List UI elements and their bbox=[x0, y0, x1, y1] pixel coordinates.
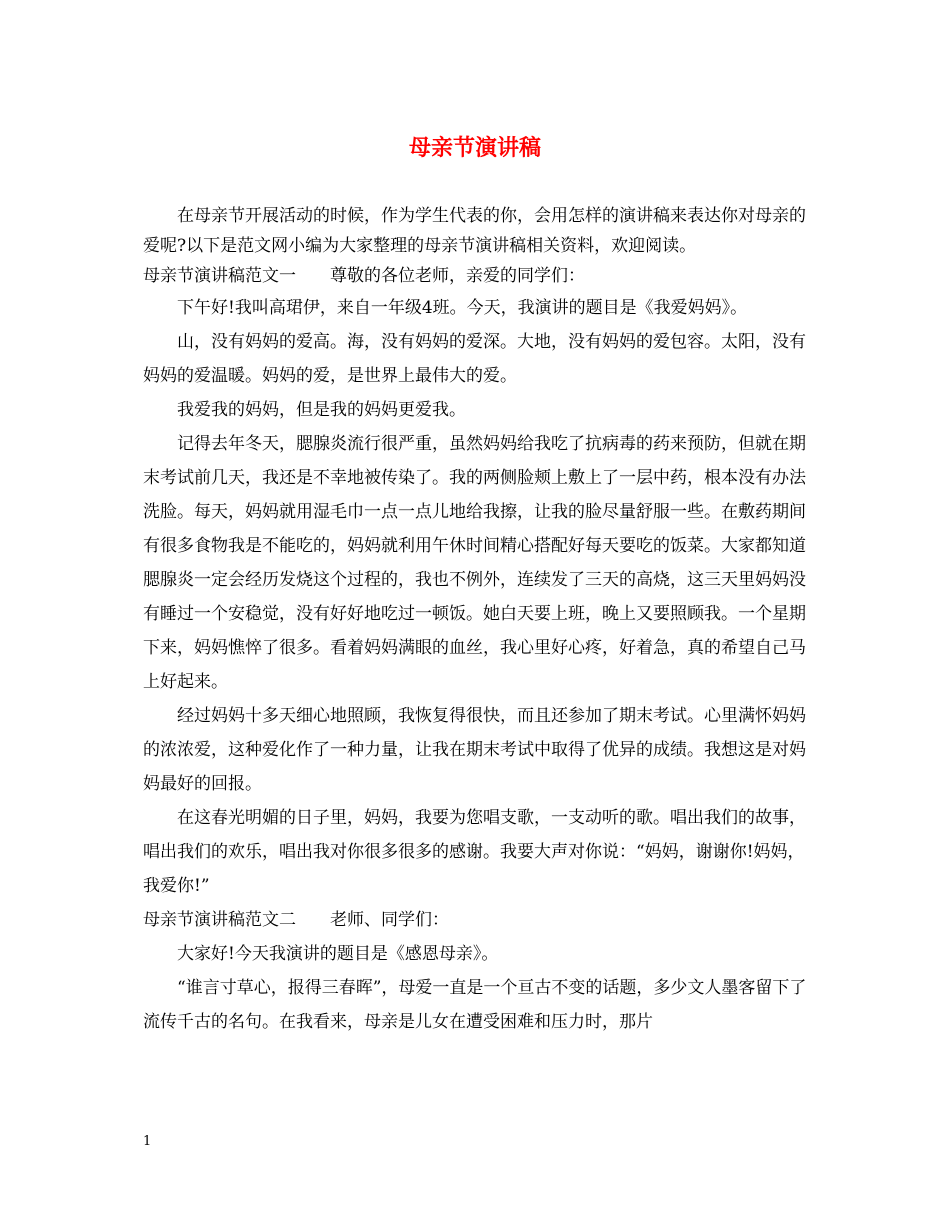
page-number: 1 bbox=[143, 1134, 152, 1149]
salutation: 尊敬的各位老师，亲爱的同学们： bbox=[330, 266, 585, 286]
section-title: 母亲节演讲稿范文二 bbox=[143, 910, 296, 930]
intro-paragraph: 在母亲节开展活动的时候，作为学生代表的你，会用怎样的演讲稿来表达你对母亲的爱呢?以下是范文网小编为大家整理的母亲节演讲稿相关资料，欢迎阅读。 bbox=[143, 206, 806, 256]
paragraph: 我爱我的妈妈，但是我的妈妈更爱我。 bbox=[177, 400, 466, 420]
section-title: 母亲节演讲稿范文一 bbox=[143, 266, 296, 286]
paragraph: “谁言寸草心，报得三春晖”，母爱一直是一个亘古不变的话题，多少文人墨客留下了流传千古的名句。在我看来，母亲是儿女在遭受困难和压力时，那片 bbox=[143, 978, 807, 1032]
paragraph: 山，没有妈妈的爱高。海，没有妈妈的爱深。大地，没有妈妈的爱包容。太阳，没有妈妈的爱温暖。妈妈的爱，是世界上最伟大的爱。 bbox=[143, 332, 806, 386]
section-heading-2 bbox=[143, 903, 813, 937]
document-body bbox=[143, 201, 813, 1039]
paragraph: 经过妈妈十多天细心地照顾，我恢复得很快，而且还参加了期末考试。心里满怀妈妈的浓浓爱，这种爱化作了一种力量，让我在期末考试中取得了优异的成绩。我想这是对妈妈最好的回报。 bbox=[143, 706, 806, 794]
paragraph: 在这春光明媚的日子里，妈妈，我要为您唱支歌，一支动听的歌。唱出我们的故事，唱出我们的欢乐，唱出我对你很多很多的感谢。我要大声对你说：“妈妈，谢谢你!妈妈，我爱你!” bbox=[143, 808, 806, 896]
salutation: 老师、同学们： bbox=[330, 910, 449, 930]
paragraph: 大家好!今天我演讲的题目是《感恩母亲》。 bbox=[177, 944, 499, 964]
document-title: 母亲节演讲稿 bbox=[408, 135, 541, 161]
paragraph: 记得去年冬天，腮腺炎流行很严重，虽然妈妈给我吃了抗病毒的药来预防，但就在期末考试前几天，我还是不幸地被传染了。我的两侧脸颊上敷上了一层中药，根本没有办法洗脸。每天，妈妈就用湿毛巾一点一点儿地给我擦，让我的脸尽量舒服一些。在敷药期间有很多食物我是不能吃的，妈妈就利用午休时间精心搭配好每天要吃的饭菜。大家都知道腮腺炎一定会经历发烧这个过程的，我也不例外，连续发了三天的高烧，这三天里妈妈没有睡过一个安稳觉，没有好好地吃过一顿饭。她白天要上班，晚上又要照顾我。一个星期下来，妈妈憔悴了很多。看着妈妈满眼的血丝，我心里好心疼，好着急，真的希望自己马上好起来。 bbox=[143, 434, 806, 692]
paragraph: 下午好!我叫高珺伊，来自一年级4班。今天，我演讲的题目是《我爱妈妈》。 bbox=[177, 298, 748, 318]
section-heading-1 bbox=[143, 261, 813, 291]
